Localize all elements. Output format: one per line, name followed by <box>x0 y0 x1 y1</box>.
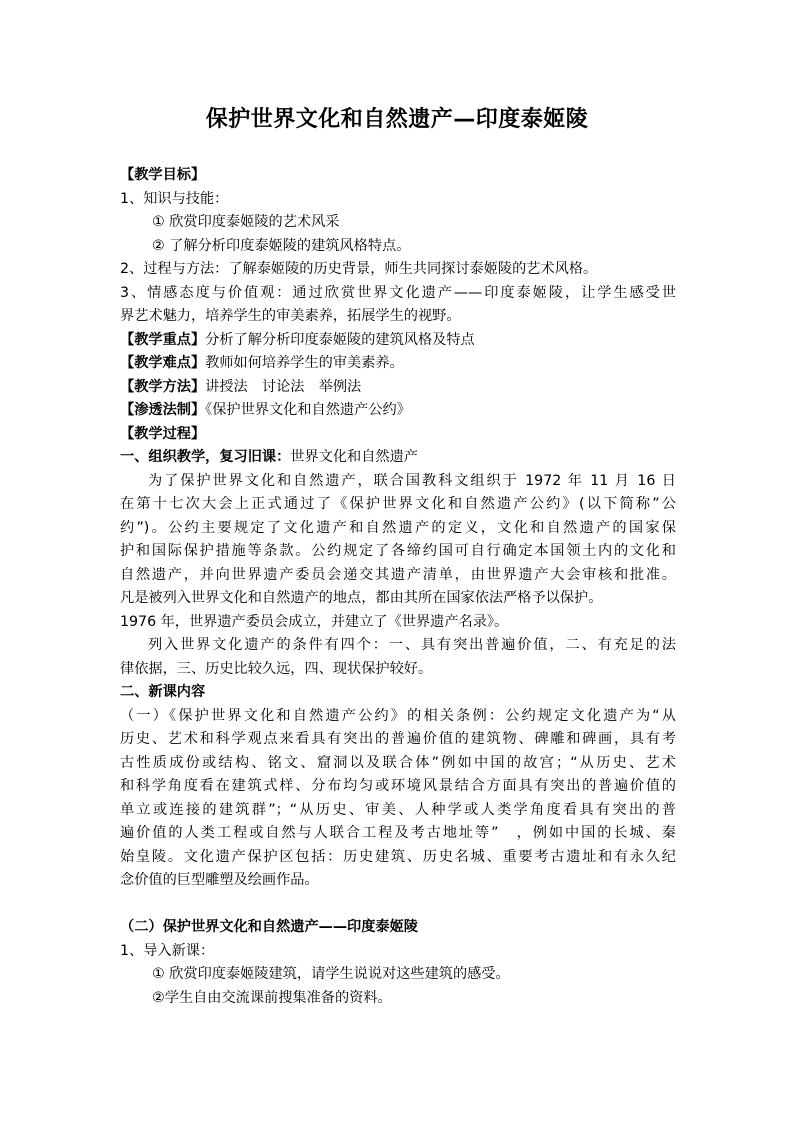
key-point-line <box>120 329 676 353</box>
law-line <box>120 399 676 423</box>
section1-para1-line-5: 自然遗产，并向世界遗产委员会递交其遗产清单，由世界遗产大会审核和批准。 <box>120 566 676 583</box>
section2-para-line-6: 遍价值的人类工程或自然与人联合工程及考古地址等” ，例如中国的长城、秦 <box>120 825 676 841</box>
law-label: 【渗透法制】 <box>120 402 206 418</box>
section2-para-line-1: （一）《保护世界文化和自然遗产公约》的相关条例：公约规定文化遗产为“从 <box>120 707 676 724</box>
section1-para1-line-2: 在第十七次大会上正式通过了《保护世界文化和自然遗产公约》(以下简称”公 <box>120 496 676 512</box>
section2-para-line-3: 古性质成份或结构、铭文、窟洞以及联合体”例如中国的故宫；“从历史、艺术 <box>120 754 676 771</box>
section1-heading-line <box>120 446 676 470</box>
intro-item-2: ②学生自由交流课前搜集准备的资料。 <box>152 989 392 1006</box>
section1-heading-tail: 世界文化和自然遗产 <box>290 449 418 465</box>
paragraph-spacer <box>120 893 676 917</box>
key-point-label: 【教学重点】 <box>120 331 206 348</box>
objective-sub-2: ② 了解分析印度泰姬陵的建筑风格特点。 <box>152 237 411 254</box>
difficulty-label: 【教学难点】 <box>120 355 206 371</box>
difficulty-line <box>120 352 676 376</box>
section2-para-line-8: 念价值的巨型雕塑及绘画作品。 <box>120 872 319 888</box>
section1-heading: 一、组织教学，复习旧课： <box>120 449 291 465</box>
section2-para-line-7: 始皇陵。文化遗产保护区包括：历史建筑、历史名城、重要考古遗址和有永久纪 <box>120 848 676 865</box>
process-heading: 【教学过程】 <box>120 425 206 442</box>
section2-para-line-2: 历史、艺术和科学观点来看具有突出的普遍价值的建筑物、碑雕和碑画，具有考 <box>120 731 676 747</box>
methods-label: 【教学方法】 <box>120 378 206 395</box>
law-text: 《保护世界文化和自然遗产公约》 <box>205 402 411 418</box>
difficulty-text: 教师如何培养学生的审美素养。 <box>205 355 404 371</box>
section2-heading: 二、新课内容 <box>120 684 206 700</box>
intro-item-1: ① 欣赏印度泰姬陵建筑，请学生说说对这些建筑的感受。 <box>152 966 510 982</box>
section1-para2-line-2: 律依据，三、历史比较久远，四、现状保护较好。 <box>120 660 433 677</box>
section1-para2-line-1: 列入世界文化遗产的条件有四个：一、具有突出普遍价值，二、有充足的法 <box>148 637 676 653</box>
section2-para-line-4: 和科学角度看在建筑式样、分布均匀或环境风景结合方面具有突出的普遍价值的 <box>120 778 676 794</box>
objective-item-2: 2、过程与方法：了解泰姬陵的历史背景，师生共同探讨泰姬陵的艺术风格。 <box>120 261 598 277</box>
section1-para1-line-6: 凡是被列入世界文化和自然遗产的地点，都由其所在国家依法严格予以保护。 <box>120 590 603 606</box>
key-point-text: 分析了解分析印度泰姬陵的建筑风格及特点 <box>205 331 475 348</box>
section1-para1-line-3: 约”)。公约主要规定了文化遗产和自然遗产的定义，文化和自然遗产的国家保 <box>120 519 676 536</box>
section1-para1-line-1: 为了保护世界文化和自然遗产，联合国教科文组织于 1972 年 11 月 16 日 <box>148 472 676 489</box>
document-title: 保护世界文化和自然遗产—印度泰姬陵 <box>205 107 589 132</box>
objective-item-3-line-2: 界艺术魅力，培养学生的审美素养，拓展学生的视野。 <box>120 308 461 324</box>
intro-heading: 1、导入新课： <box>120 942 215 959</box>
document-body <box>120 164 676 1010</box>
objective-sub-1: ① 欣赏印度泰姬陵的艺术风采 <box>152 214 340 230</box>
section2-sub-heading: （二）保护世界文化和自然遗产——印度泰姬陵 <box>120 919 418 935</box>
section1-para1-line-4: 护和国际保护措施等条款。公约规定了各缔约国可自行确定本国领土内的文化和 <box>120 543 676 559</box>
section1-para1-line-7: 1976 年，世界遗产委员会成立，并建立了《世界遗产名录》。 <box>120 613 509 630</box>
objective-item-1: 1、知识与技能： <box>120 190 229 207</box>
section2-para-line-5: 单立或连接的建筑群”；“从历史、审美、人种学或人类学角度看具有突出的普 <box>120 801 676 818</box>
objectives-heading: 【教学目标】 <box>120 167 206 183</box>
methods-line <box>120 376 676 400</box>
methods-text: 讲授法 讨论法 举例法 <box>205 378 362 395</box>
objective-item-3-line-1: 3、情感态度与价值观：通过欣赏世界文化遗产——印度泰姬陵，让学生感受世 <box>120 284 676 301</box>
